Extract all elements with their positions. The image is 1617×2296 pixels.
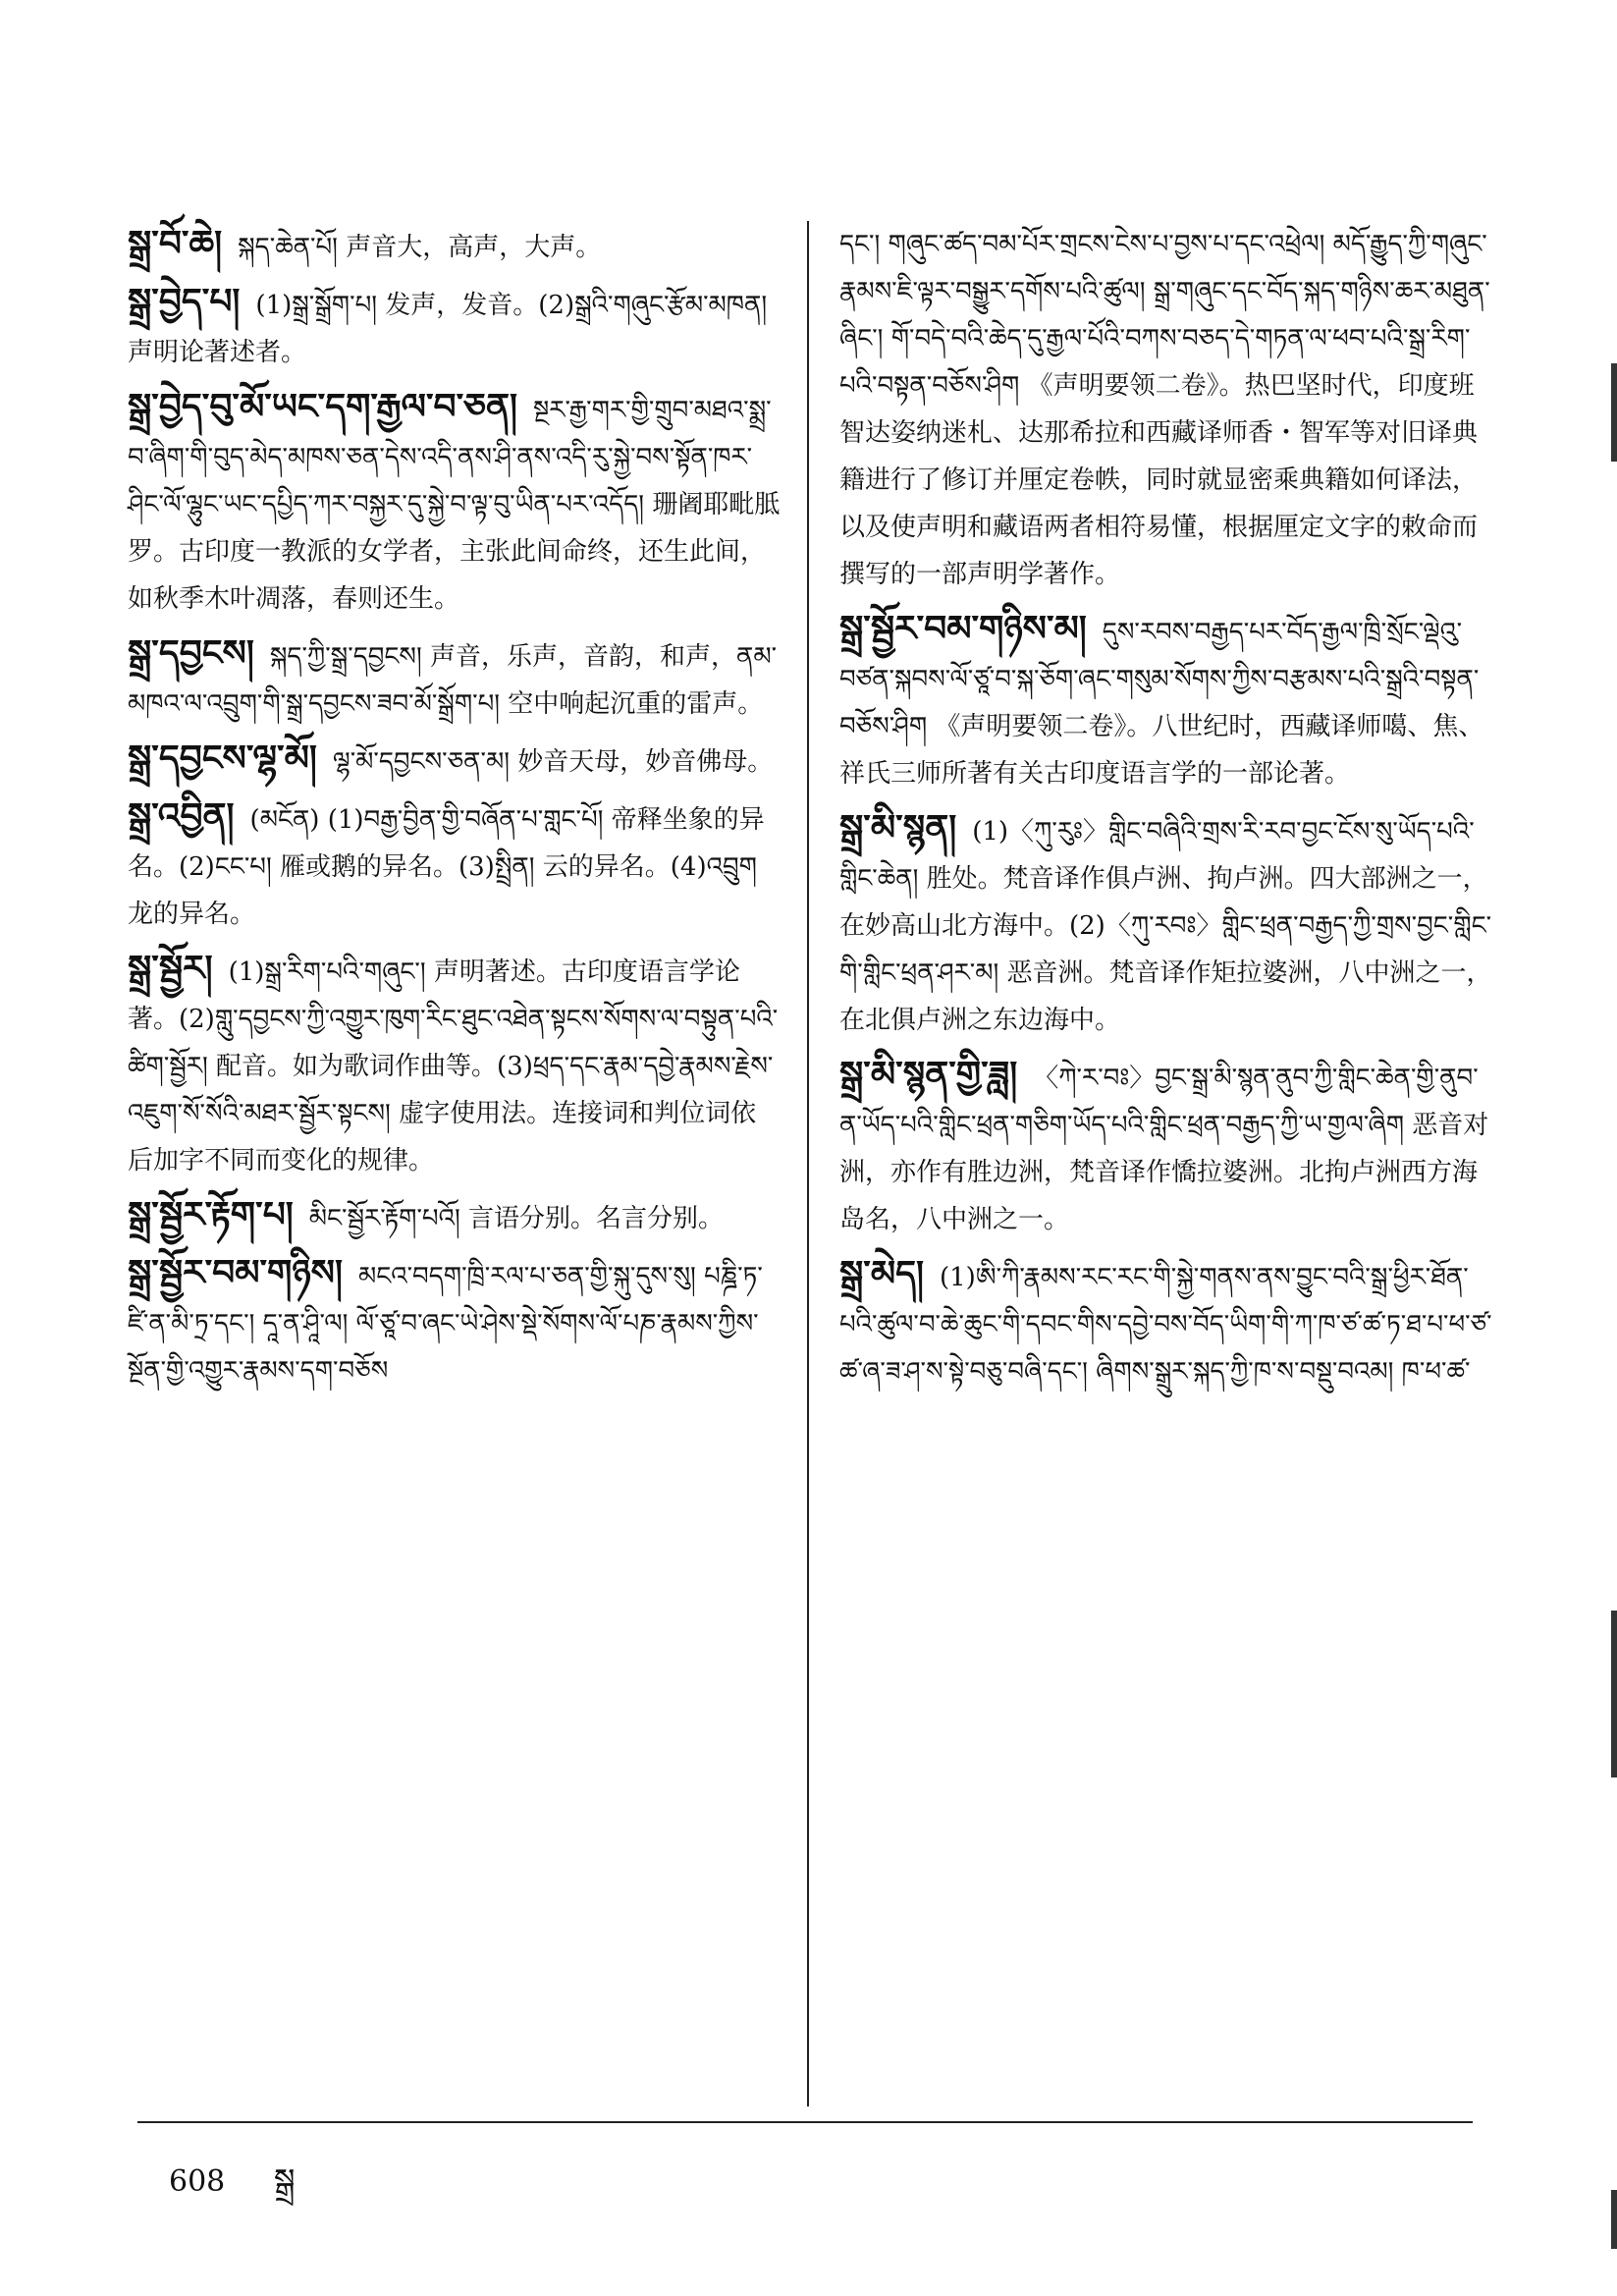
dictionary-entry — [128, 279, 781, 376]
entry-definition: (1)〈ཀུ་རུཿ〉གླིང་བཞིའི་གྲས་རི་རབ་བྱང་ངོས་སུ་ཡོད་པའི་གླིང་ཆེན། 胜处。梵音译作俱卢洲、拘卢洲。四大部洲之一，在妙高山北方海中。(2)〈ཀུ་རབཿ〉གླིང་ཕྲན་བརྒྱད་ཀྱི་གྲས་བྱང་གླིང་གི་གླིང་ཕྲན་ཤར་མ། 恶音洲。梵音译作矩拉婆洲，八中洲之一，在北俱卢洲之东边海中。 — [839, 817, 1492, 1035]
entry-definition: དང་། གཞུང་ཚད་བམ་པོར་གྲངས་ངེས་པ་བྱས་པ་དང་འཕྲེལ། མདོ་རྒྱུད་ཀྱི་གཞུང་རྣམས་ཇི་ལྟར་བསྒྱུར་དགོས་པའི་ཚུལ། སྒྲ་གཞུང་དང་བོད་སྐད་གཉིས་ཆར་མཐུན་ཞིང་། གོ་བདེ་བའི་ཆེད་དུ་རྒྱལ་པོའི་བཀས་བཅད་དེ་གཏན་ལ་ཕབ་པའི་སྒྲ་རིག་པའི་བསྟན་བཅོས་ཤིག 《声明要领二卷》。热巴坚时代，印度班智达姿纳迷札、达那希拉和西藏译师香・智军等对旧译典籍进行了修订并厘定卷帙，同时就显密乘典籍如何译法，以及使声明和藏语两者相符易懂，根据厘定文字的敕命而撰写的一部声明学著作。 — [839, 230, 1490, 589]
entry-headword: སྒྲ་བྱེད་བུ་མོ་ཡང་དག་རྒྱལ་བ་ཅན། — [128, 387, 518, 427]
entry-headword: སྒྲ་སྦྱོར་བམ་གཉིས། — [128, 1253, 343, 1293]
entry-headword: སྒྲ་དབྱངས། — [128, 633, 254, 674]
footer-rule — [137, 2121, 1473, 2123]
dictionary-entry — [839, 221, 1492, 598]
dictionary-entry — [128, 221, 781, 271]
running-headword: སྒྲ — [273, 2161, 296, 2199]
right-column — [839, 221, 1492, 1403]
entry-headword: སྒྲ་མི་སྙན་གྱི་ཟླ། — [839, 1055, 1018, 1095]
entry-headword: སྒྲ་སྦྱོར་རྟོག་པ། — [128, 1195, 294, 1235]
dictionary-entry — [128, 630, 781, 728]
scan-edge-mark — [1611, 2190, 1617, 2249]
entry-definition: མིང་སྦྱོར་རྟོག་པའོ། 言语分别。名言分别。 — [308, 1204, 725, 1233]
entry-definition: སྐད་ཀྱི་སྒྲ་དབྱངས། 声音，乐声，音韵，和声，ནམ་མཁའ་ལ་འབྲུག་གི་སྒྲ་དབྱངས་ཟབ་མོ་སྒྲོག་པ། 空中响起沉重的雷声。 — [128, 642, 778, 719]
entry-headword: སྒྲ་མེད། — [839, 1254, 924, 1294]
dictionary-entry — [128, 384, 781, 623]
scan-edge-mark — [1611, 1611, 1617, 1777]
page-footer — [169, 2146, 295, 2234]
entry-definition: མངའ་བདག་ཁྲི་རལ་པ་ཅན་གྱི་སྐུ་དུས་སུ། པཎྜི་ཏ་ཛི་ན་མི་ཏྲ་དང་། དཱ་ན་ཤཱི་ལ། ལོ་ཙཱ་བ་ཞང་ཡེ་ཤེས་སྡེ་སོགས་ལོ་པཎ་རྣམས་ཀྱིས་སྔོན་གྱི་འགྱུར་རྣམས་དག་བཅོས — [128, 1262, 763, 1386]
dictionary-entry — [128, 1192, 781, 1242]
scan-edge-mark — [1611, 363, 1617, 462]
dictionary-entry — [128, 793, 781, 938]
entry-headword: སྒྲ་མི་སྙན། — [839, 808, 957, 848]
entry-headword: སྒྲ་སྦྱོར། — [128, 949, 213, 989]
entry-definition: སྐད་ཆེན་པོ། 声音大，高声，大声。 — [238, 233, 602, 262]
dictionary-entry — [839, 805, 1492, 1044]
page-number: 608 — [169, 2164, 226, 2199]
entry-definition: དུས་རབས་བརྒྱད་པར་བོད་རྒྱལ་ཁྲི་སྲོང་ལྡེའུ་བཙན་སྐབས་ལོ་ཙཱ་བ་སྐ་ཅོག་ཞང་གསུམ་སོགས་ཀྱིས་བརྩམས་པའི་སྒྲའི་བསྟན་བཅོས་ཤིག 《声明要领二卷》。八世纪时，西藏译师噶、焦、祥氏三师所著有关古印度语言学的一部论著。 — [839, 618, 1484, 789]
dictionary-entry — [128, 946, 781, 1184]
entry-definition: (1)ཨི་ཀི་རྣམས་རང་རང་གི་སྐྱེ་གནས་ནས་བྱུང་བའི་སྒྲ་ཕྱིར་ཐོན་པའི་ཚུལ་བ་ཆེ་ཆུང་གི་དབང་གིས་དབྱེ་བས་བོད་ཡིག་གི་ཀ་ཁ་ཙ་ཚ་ཏ་ཐ་པ་ཕ་ཙ་ཚ་ཞ་ཟ་ཤ་ས་སྟེ་བཅུ་བཞི་དང་། ཞིགས་སྒྲུར་སྐད་ཀྱི་ཁ་ས་བསྡུ་བའམ། ཁ་ཕ་ཚ་ — [839, 1263, 1492, 1387]
entry-definition: 〈ཀེ་ར་བཿ〉བྱང་སྒྲ་མི་སྙན་ནུབ་ཀྱི་གླིང་ཆེན་གྱི་ནུབ་ན་ཡོད་པའི་གླིང་ཕྲན་གཅིག་ཡོད་པའི་གླིང་ཕྲན་བརྒྱད་ཀྱི་ཡ་གྱལ་ཞིག 恶音对洲，亦作有胜边洲，梵音译作憍拉婆洲。北拘卢洲西方海岛名，八中洲之一。 — [839, 1064, 1489, 1234]
dictionary-entry — [128, 736, 781, 786]
dictionary-entry — [839, 606, 1492, 797]
entry-headword: སྒྲ་བྱེད་པ། — [128, 282, 241, 322]
entry-headword: སྒྲ་དབྱངས་ལྷ་མོ། — [128, 738, 317, 779]
column-divider — [807, 221, 809, 2106]
dictionary-entry — [839, 1251, 1492, 1395]
entry-definition: (1)སྒྲ་རིག་པའི་གཞུང་། 声明著述。古印度语言学论著。(2)གླུ་དབྱངས་ཀྱི་འགྱུར་ཁུག་རིང་ཐུང་འཐེན་སྟངས་སོགས་ལ་བསྟུན་པའི་ཚིག་སྦྱོར། 配音。如为歌词作曲等。(3)ཕྲད་དང་རྣམ་དབྱེ་རྣམས་རྗེས་འཇུག་སོ་སོའི་མཐར་སྦྱོར་སྟངས། 虚字使用法。连接词和判位词依后加字不同而变化的规律。 — [128, 957, 779, 1175]
entry-headword: སྒྲ་བོ་ཆེ། — [128, 224, 223, 264]
entry-definition: ལྷ་མོ་དབྱངས་ཅན་མ། 妙音天母，妙音佛母。 — [332, 747, 774, 777]
entry-headword: སྒྲ་སྦྱོར་བམ་གཉིས་མ། — [839, 609, 1087, 649]
entry-headword: སྒྲ་འབྱིན། — [128, 796, 235, 837]
entry-definition: (1)སྒྲ་སྒྲོག་པ། 发声，发音。(2)སྒྲའི་གཞུང་རྩོམ་མཁན། 声明论著述者。 — [128, 291, 768, 367]
left-column — [128, 221, 781, 1402]
dictionary-entry — [839, 1052, 1492, 1243]
dictionary-entry — [128, 1250, 781, 1394]
entry-definition: (མངོན) (1)བརྒྱ་བྱིན་གྱི་བཞོན་པ་གླང་པོ། 帝释坐象的异名。(2)ངང་པ། 雁或鹅的异名。(3)སྤྲིན། 云的异名。(4)འབྲུག 龙的异名。 — [128, 805, 765, 929]
entry-definition: སྔར་རྒྱ་གར་གྱི་གྲུབ་མཐའ་སྨྲ་བ་ཞིག་གི་བུད་མེད་མཁས་ཅན་དེས་འདི་ནས་ཤི་ནས་འདི་རུ་སྐྱེ་བས་སྟོན་ཁར་ཤིང་ལོ་ལྷུང་ཡང་དཔྱིད་ཀར་བསྐྱར་དུ་སྐྱེ་བ་ལྟ་བུ་ཡིན་པར་འདོད། 珊阇耶毗胝罗。古印度一教派的女学者，主张此间命终，还生此间，如秋季木叶凋落，春则还生。 — [128, 396, 781, 614]
